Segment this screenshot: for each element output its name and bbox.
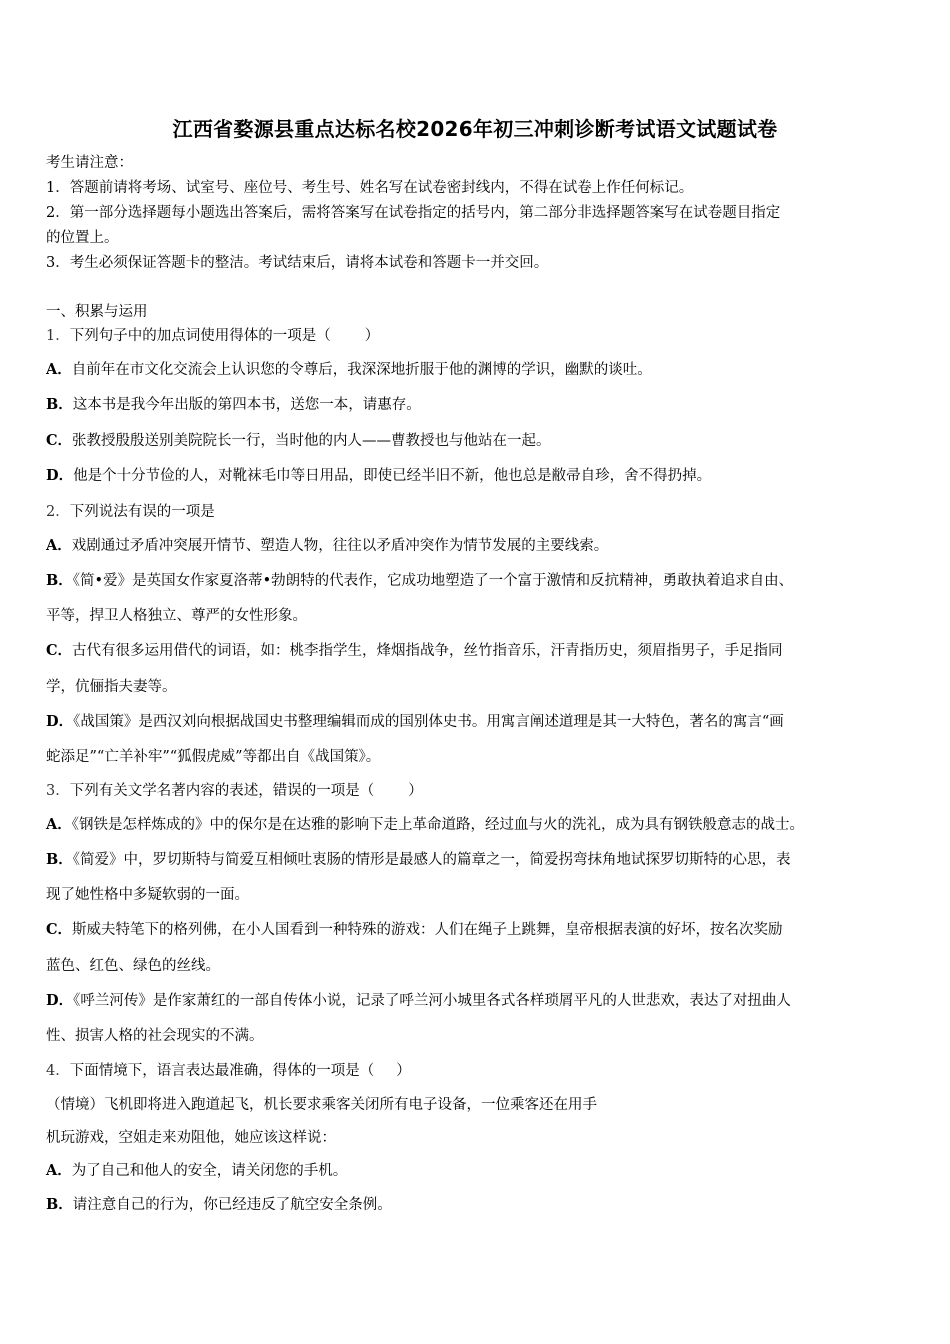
- option-label: D．: [46, 467, 74, 484]
- option-label: D．: [46, 992, 74, 1009]
- q4-stem-text: 下面情境下，语言表达最准确，得体的一项是（: [69, 1063, 375, 1079]
- q2-stem: [46, 503, 215, 521]
- q1-number: 1．: [46, 328, 70, 344]
- option-label: B．: [46, 396, 73, 413]
- q2-option-d-cont: 蛇添足”“亡羊补牢”“狐假虎威”等都出自《战国策》。: [46, 749, 381, 765]
- option-text: 《简•爱》是英国女作家夏洛蒂•勃朗特的代表作，它成功地塑造了一个富于激情和反抗精神，勇敢执着追求自由、: [72, 573, 794, 589]
- q4-context-cont: 机玩游戏，空姐走来劝阻他，她应该这样说：: [46, 1130, 336, 1146]
- option-text: 《战国策》是西汉刘向根据战国史书整理编辑而成的国别体史书。用寓言阐述道理是其一大特色，著名的寓言“画: [73, 714, 784, 730]
- q3-option-a: [46, 816, 804, 834]
- q3-option-d-cont: 性、损害人格的社会现实的不满。: [46, 1028, 264, 1044]
- q2-option-c: [46, 642, 783, 660]
- q1-stem-end: ）: [364, 328, 380, 344]
- option-text: 自前年在市文化交流会上认识您的令尊后，我深深地折服于他的渊博的学识，幽默的谈吐。: [71, 362, 652, 378]
- notice-item-2: 2．第一部分选择题每小题选出答案后，需将答案写在试卷指定的括号内，第二部分非选择题答案写在试卷题目指定: [46, 205, 781, 221]
- notice-item-1: 1．答题前请将考场、试室号、座位号、考生号、姓名写在试卷密封线内，不得在试卷上作任何标记。: [46, 180, 694, 196]
- option-text: 这本书是我今年出版的第四本书，送您一本，请惠存。: [72, 397, 421, 413]
- option-text: 他是个十分节俭的人，对靴袜毛巾等日用品，即使已经半旧不新，他也总是敝帚自珍，舍不得扔掉。: [73, 468, 712, 484]
- option-label: B．: [46, 851, 73, 868]
- q1-option-d: [46, 467, 711, 485]
- q2-number: 2．: [46, 504, 70, 520]
- q3-stem-text: 下列有关文学名著内容的表述，错误的一项是（: [69, 783, 375, 799]
- option-label: C．: [46, 921, 73, 938]
- q2-stem-text: 下列说法有误的一项是: [69, 504, 215, 520]
- q4-context: （情境）飞机即将进入跑道起飞，机长要求乘客关闭所有电子设备，一位乘客还在用手: [46, 1097, 597, 1113]
- q2-option-b-cont: 平等，捍卫人格独立、尊严的女性形象。: [46, 608, 307, 624]
- q3-option-c-cont: 蓝色、红色、绿色的丝线。: [46, 958, 220, 974]
- option-label: C．: [46, 432, 73, 449]
- q4-stem: [46, 1062, 411, 1080]
- option-label: A．: [46, 537, 72, 554]
- section-heading: 一、积累与运用: [46, 304, 148, 320]
- option-text: 《呼兰河传》是作家萧红的一部自传体小说，记录了呼兰河小城里各式各样琐屑平凡的人世悲欢，表达了对扭曲人: [73, 993, 791, 1009]
- q2-option-a: [46, 537, 608, 555]
- q1-stem: [46, 327, 379, 345]
- option-label: C．: [46, 642, 73, 659]
- option-label: D．: [46, 713, 74, 730]
- q2-option-b: [46, 572, 793, 590]
- option-text: 请注意自己的行为，你已经违反了航空安全条例。: [72, 1197, 392, 1213]
- option-label: B．: [46, 572, 73, 589]
- option-text: 为了自己和他人的安全，请关闭您的手机。: [71, 1163, 348, 1179]
- option-label: B．: [46, 1196, 73, 1213]
- q1-stem-text: 下列句子中的加点词使用得体的一项是（: [69, 328, 331, 344]
- q2-option-d: [46, 713, 784, 731]
- q3-option-b-cont: 现了她性格中多疑软弱的一面。: [46, 887, 249, 903]
- q3-stem: [46, 782, 423, 800]
- q2-option-c-cont: 学，伉俪指夫妻等。: [46, 679, 177, 695]
- option-label: A．: [46, 816, 72, 833]
- q1-option-a: [46, 361, 652, 379]
- option-text: 戏剧通过矛盾冲突展开情节、塑造人物，往往以矛盾冲突作为情节发展的主要线索。: [71, 538, 609, 554]
- notice-heading: 考生请注意：: [46, 155, 133, 171]
- option-label: A．: [46, 361, 72, 378]
- q3-option-b: [46, 851, 791, 869]
- notice-item-3: 3．考生必须保证答题卡的整洁。考试结束后，请将本试卷和答题卡一并交回。: [46, 255, 549, 271]
- q4-option-b: [46, 1196, 392, 1214]
- q1-option-c: [46, 432, 551, 450]
- q3-option-d: [46, 992, 791, 1010]
- exam-title: 江西省婺源县重点达标名校2026年初三冲刺诊断考试语文试题试卷: [172, 117, 778, 141]
- option-label: A．: [46, 1162, 72, 1179]
- q4-number: 4．: [46, 1063, 70, 1079]
- q3-number: 3．: [46, 783, 70, 799]
- option-text: 古代有很多运用借代的词语，如：桃李指学生，烽烟指战争，丝竹指音乐，汗青指历史，须眉指男子，手足指同: [72, 643, 783, 659]
- notice-item-2-cont: 的位置上。: [46, 230, 119, 246]
- q1-option-b: [46, 396, 421, 414]
- option-text: 《钢铁是怎样炼成的》中的保尔是在达雅的影响下走上革命道路，经过血与火的洗礼，成为具有钢铁般意志的战士。: [71, 817, 805, 833]
- q3-stem-end: ）: [408, 783, 423, 799]
- q4-option-a: [46, 1162, 347, 1180]
- option-text: 张教授殷殷送别美院院长一行，当时他的内人——曹教授也与他站在一起。: [72, 433, 551, 449]
- option-text: 斯威夫特笔下的格列佛，在小人国看到一种特殊的游戏：人们在绳子上跳舞，皇帝根据表演的好坏，按名次奖励: [72, 922, 783, 938]
- q3-option-c: [46, 921, 783, 939]
- option-text: 《简爱》中，罗切斯特与简爱互相倾吐衷肠的情形是最感人的篇章之一，简爱拐弯抹角地试探罗切斯特的心思，表: [72, 852, 791, 868]
- q4-stem-end: ）: [396, 1063, 411, 1079]
